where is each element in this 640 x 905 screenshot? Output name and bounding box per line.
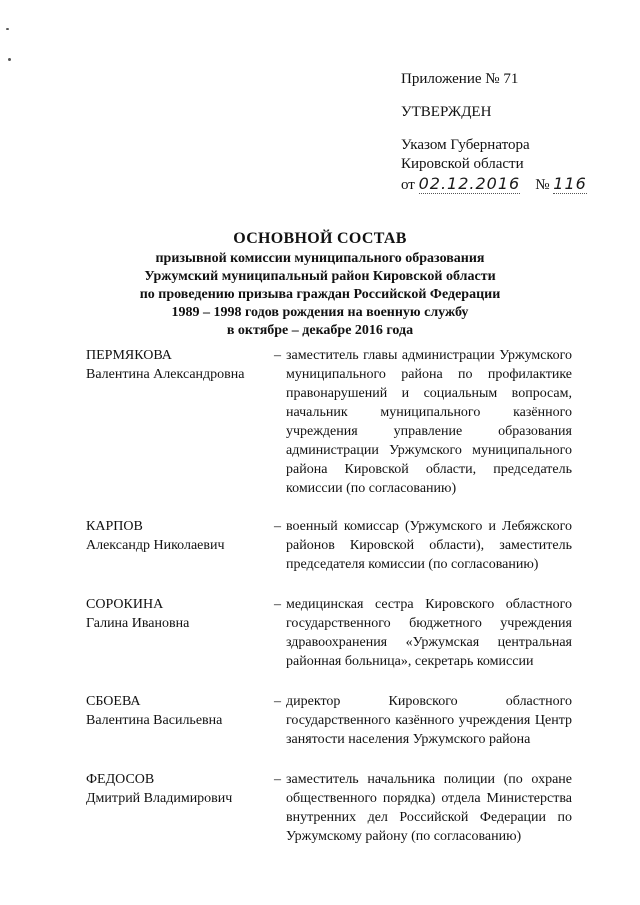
approved-label: УТВЕРЖДЕН: [401, 104, 492, 120]
heading-line: в октябре – декабре 2016 года: [226, 323, 414, 338]
member-role: медицинская сестра Кировского областного государственного бюджетного учреждения здравоохранения «Уржумская центральная районная больница», секретарь комиссии: [286, 597, 572, 669]
appendix-number: Приложение № 71: [401, 71, 519, 87]
member-dash: –: [274, 519, 281, 534]
member-entry: [86, 595, 572, 671]
member-given-names: Галина Ивановна: [86, 616, 190, 631]
scan-speck: [6, 28, 9, 30]
member-surname: ПЕРМЯКОВА: [86, 348, 172, 363]
decree-line-1: Указом Губернатора: [401, 137, 530, 153]
member-surname: КАРПОВ: [86, 519, 143, 534]
member-role: военный комиссар (Уржумского и Лебяжского районов Кировской области), заместитель председателя комиссии (по согласованию): [286, 519, 572, 572]
member-surname: СБОЕВА: [86, 694, 141, 709]
member-name: [86, 595, 274, 671]
document-title: ОСНОВНОЙ СОСТАВ: [233, 230, 407, 247]
member-name: [86, 770, 274, 846]
decree-date-line: [401, 174, 587, 195]
scan-speck: [8, 58, 11, 61]
heading-line: по проведению призыва граждан Российской Федерации: [139, 287, 501, 302]
member-surname: ФЕДОСОВ: [86, 772, 155, 787]
member-role: заместитель главы администрации Уржумского муниципального района по профилактике правонарушений и социальным вопросам, начальник муниципального казённого учреждения управление образования администрации Уржумского муниципального района Кировской области, председатель комиссии (по согласованию): [286, 348, 572, 496]
member-entry: [86, 692, 572, 749]
member-entry: [86, 517, 572, 574]
heading-line: призывной комиссии муниципального образования: [155, 251, 485, 266]
approval-block: [401, 70, 587, 195]
member-name: [86, 517, 274, 574]
number-prefix: №: [535, 177, 550, 193]
decree-number-handwritten: 116: [553, 174, 587, 193]
decree-line-2: Кировской области: [401, 156, 524, 172]
member-given-names: Валентина Александровна: [86, 367, 245, 382]
members-list: [86, 346, 572, 846]
member-entry: [86, 770, 572, 846]
member-entry: [86, 346, 572, 498]
document-heading: [0, 228, 640, 340]
date-prefix: от: [401, 177, 415, 193]
member-name: [86, 346, 274, 498]
member-role: заместитель начальника полиции (по охране общественного порядка) отдела Министерства внутренних дел Российской Федерации по Уржумскому району (по согласованию): [286, 772, 572, 844]
member-role: директор Кировского областного государственного казённого учреждения Центр занятости населения Уржумского района: [286, 694, 572, 747]
decree-date-handwritten: 02.12.2016: [418, 174, 521, 193]
heading-line: 1989 – 1998 годов рождения на военную службу: [171, 305, 469, 320]
member-given-names: Дмитрий Владимирович: [86, 791, 233, 806]
member-name: [86, 692, 274, 749]
member-given-names: Александр Николаевич: [86, 538, 225, 553]
member-given-names: Валентина Васильевна: [86, 713, 223, 728]
member-dash: –: [274, 348, 281, 363]
member-dash: –: [274, 694, 281, 709]
member-dash: –: [274, 772, 281, 787]
member-surname: СОРОКИНА: [86, 597, 164, 612]
member-dash: –: [274, 597, 281, 612]
heading-line: Уржумский муниципальный район Кировской области: [144, 269, 496, 284]
